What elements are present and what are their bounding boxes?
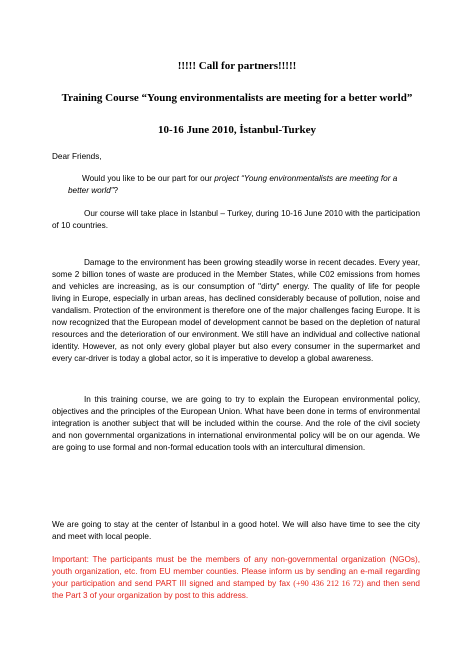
training-paragraph: In this training course, we are going to try to explain the European environmental policy, objectives and the principles of the European Union. What have been done in terms of environmental integration is another subject that will be included within the course. And the role of the civil society and non governmental organizations in international environmental policy will be on our agenda. We are going to use formal and non-formal education tools with an intercultural dimension. xyxy=(52,395,420,452)
fax-number: (+90 436 212 16 72) xyxy=(293,579,364,588)
date-place-heading: 10-16 June 2010, İstanbul-Turkey xyxy=(158,124,316,136)
intro-lead: Would you like to be our part for our xyxy=(82,174,215,183)
important-text: Important: The participants must be the members of any non-governmental organization (NGOs), youth organization, etc. from EU member counties. Please inform us by sending an e-mail regarding your participation and send PART III signed and stamped by fax xyxy=(52,555,420,588)
important-notice xyxy=(52,554,420,602)
damage-paragraph: Damage to the environment has been growing steadily worse in recent decades. Every year, some 2 billion tones of waste are produced in the Member States, while C02 emissions from homes and vehicles are increasing, as is our consumption of "dirty" energy. The quality of life for people living in Europe, especially in urban areas, has declined considerably because of pollution, noise and vandalism. Protection of the environment is therefore one of the major challenges facing Europe. It is now recognized that the European model of development cannot be based on the depletion of natural resources and the deterioration of our environment. We still have an individual and collective national identity. However, as not only every global player but also every consumer in the supermarket and every car-driver is today a global actor, so it is imperative to develop a global awareness. xyxy=(52,258,420,363)
intro-end: ? xyxy=(113,186,119,195)
hotel-paragraph: We are going to stay at the center of İstanbul in a good hotel. We will also have time to see the city and meet with local people. xyxy=(52,520,420,541)
call-for-partners-heading: !!!!! Call for partners!!!!! xyxy=(177,60,297,72)
training-course-title: Training Course “Young environmentalists are meeting for a better world” xyxy=(61,92,413,104)
greeting: Dear Friends, xyxy=(52,152,102,161)
project-name: project “Young environmentalists are meeting for a better world” xyxy=(68,174,398,195)
important-text-end: and then send the Part 3 of your organization by post to this address. xyxy=(52,579,420,600)
intro-paragraph xyxy=(68,173,420,197)
course-info-paragraph: Our course will take place in İstanbul – Turkey, during 10-16 June 2010 with the participation of 10 countries. xyxy=(52,209,420,230)
